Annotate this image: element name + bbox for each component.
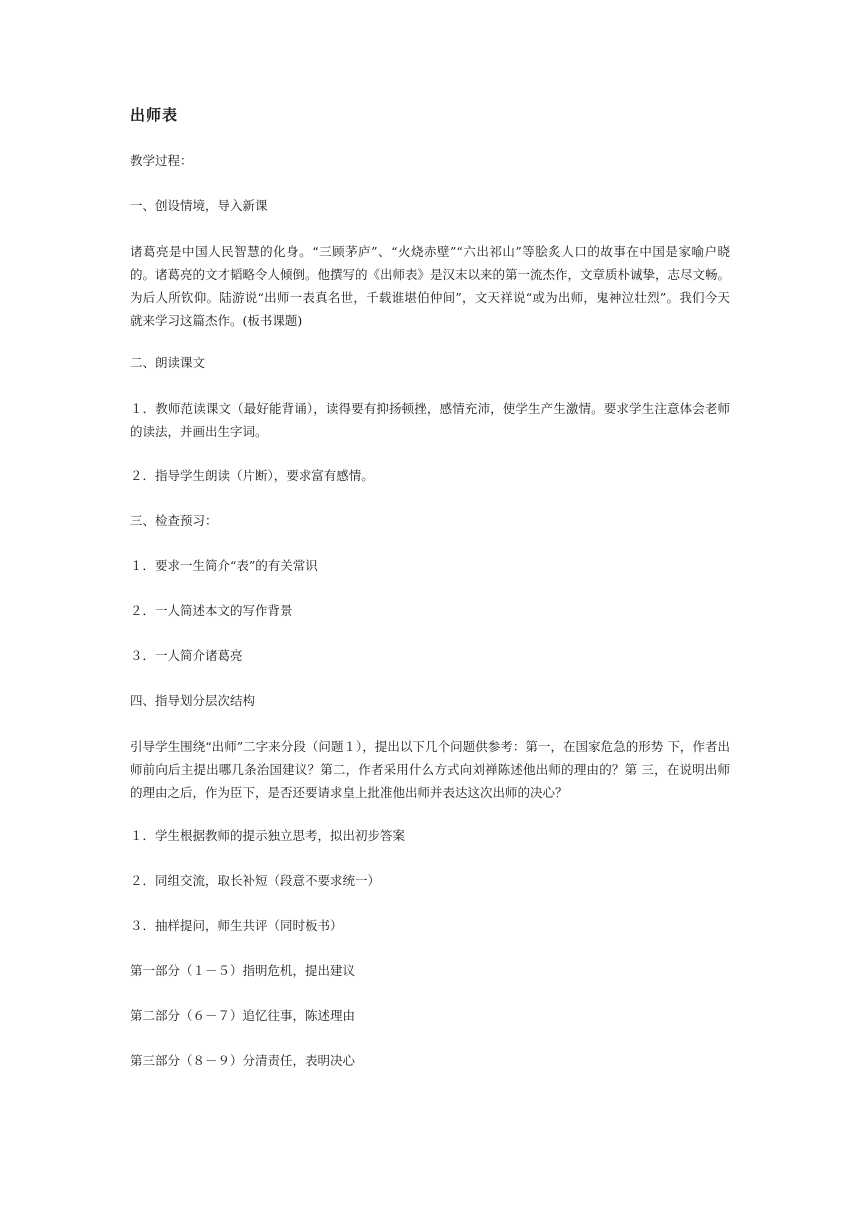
structure-part-2: 第二部分（６－７）追忆往事，陈述理由 [130, 1008, 356, 1023]
section-heading-1: 一、创设情境，导入新课 [130, 198, 268, 213]
section-4-item-1: １．学生根据教师的提示独立思考，拟出初步答案 [130, 828, 406, 843]
section-3-item-2: ２．一人简述本文的写作背景 [130, 603, 293, 618]
section-3-item-1: １．要求一生简介“表”的有关常识 [130, 558, 318, 573]
section-heading-2: 二、朗读课文 [130, 355, 206, 370]
section-2-item-1: １．教师范读课文（最好能背诵），读得要有抑扬顿挫，感情充沛，使学生产生激情。要求学生注意体会老师的读法，并画出生字词。 [130, 401, 730, 439]
process-label: 教学过程： [130, 153, 193, 168]
section-4-item-2: ２．同组交流，取长补短（段意不要求统一） [130, 873, 381, 888]
structure-part-3: 第三部分（８－９）分清责任，表明决心 [130, 1053, 356, 1068]
section-2-item-2: ２．指导学生朗读（片断），要求富有感情。 [130, 468, 374, 483]
section-heading-4: 四、指导划分层次结构 [130, 693, 256, 708]
page-title: 出师表 [130, 106, 179, 124]
section-heading-3: 三、检查预习： [130, 513, 218, 528]
section-4-paragraph: 引导学生围绕“出师”二字来分段（问题１），提出以下几个问题供参考：第一，在国家危急的形势 下，作者出师前向后主提出哪几条治国建议？第二，作者采用什么方式向刘禅陈述他出师的理由的？第 三，在说明出师的理由之后，作为臣下，是否还要请求皇上批准他出师并表达这次出师的决心？ [130, 739, 730, 800]
structure-part-1: 第一部分（１－５）指明危机，提出建议 [130, 963, 356, 978]
section-1-paragraph: 诸葛亮是中国人民智慧的化身。“三顾茅庐”、“火烧赤壁”“六出祁山”等脍炙人口的故事在中国是家喻户晓的。诸葛亮的文才韬略令人倾倒。他撰写的《出师表》是汉末以来的第一流杰作，文章质朴诚挚，志尽文畅。为后人所钦仰。陆游说“出师一表真名世，千载谁堪伯仲间”，文天祥说“或为出师，鬼神泣壮烈”。我们今天就来学习这篇杰作。(板书课题) [130, 244, 731, 328]
section-4-item-3: ３．抽样提问，师生共评（同时板书） [130, 918, 343, 933]
section-3-item-3: ３．一人简介诸葛亮 [130, 648, 243, 663]
